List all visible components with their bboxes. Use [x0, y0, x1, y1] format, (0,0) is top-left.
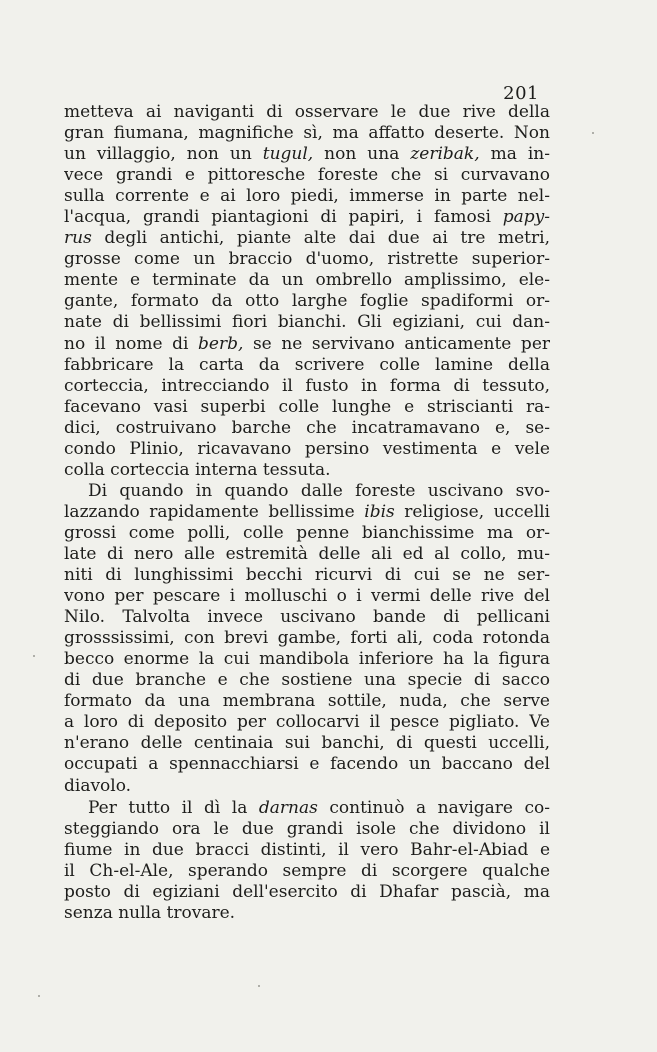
text-line [64, 776, 550, 797]
text-line [64, 397, 550, 418]
text-segment: religiose, uccelli [394, 501, 550, 522]
text-line [64, 733, 550, 754]
body-text [64, 102, 550, 924]
text-segment: se ne servivano anticamente per [243, 333, 550, 354]
text-line [64, 819, 550, 840]
text-line [64, 270, 550, 291]
text-segment: Di quando in quando dalle foreste uscivano svo- [88, 480, 550, 501]
text-line [64, 376, 550, 397]
text-segment: colla corteccia interna tessuta. [64, 459, 331, 480]
text-line [64, 712, 550, 733]
text-line [64, 691, 550, 712]
italic-term: papy- [502, 207, 550, 228]
paper-speck [592, 132, 594, 134]
text-segment: lazzando rapidamente bellissime [64, 501, 365, 522]
text-segment: gran fiumana, magnifiche sì, ma affatto deserte. Non [64, 123, 550, 144]
italic-term: berb, [198, 333, 244, 354]
text-segment: facevano vasi superbi colle lunghe e striscianti ra- [64, 396, 550, 417]
text-segment: corteccia, intrecciando il fusto in forma di tessuto, [64, 375, 550, 396]
text-line [64, 523, 550, 544]
text-segment: diavolo. [64, 775, 132, 796]
text-line [64, 334, 550, 355]
text-segment: n'erano delle centinaia sui banchi, di questi uccelli, [64, 733, 550, 754]
text-segment: non una [313, 144, 411, 165]
text-segment: formato da una membrana sottile, nuda, che serve [64, 691, 550, 712]
text-segment: fiume in due bracci distinti, il vero Bahr-el-Abiad e [64, 839, 550, 860]
text-segment: Nilo. Talvolta invece uscivano bande di pellicani [64, 607, 550, 628]
text-line [64, 207, 550, 228]
text-segment: gante, formato da otto larghe foglie spadiformi or- [64, 291, 550, 312]
text-segment: grossi come polli, colle penne bianchissime ma or- [64, 522, 550, 543]
text-line [64, 312, 550, 333]
text-segment: di due branche e che sostiene una specie di sacco [64, 670, 550, 691]
text-segment: dici, costruivano barche che incatramavano e, se- [64, 417, 550, 438]
text-line [64, 502, 550, 523]
text-line [64, 460, 550, 481]
text-line [64, 628, 550, 649]
italic-term: darnas [258, 797, 318, 818]
text-line [64, 903, 550, 924]
text-line [64, 565, 550, 586]
text-line [64, 144, 550, 165]
text-segment: niti di lunghissimi becchi ricurvi di cui se ne ser- [64, 565, 550, 586]
text-line [64, 165, 550, 186]
text-segment: late di nero alle estremità delle ali ed al collo, mu- [64, 543, 550, 564]
text-line [64, 649, 550, 670]
text-segment: vece grandi e pittoresche foreste che si curvavano [64, 165, 550, 186]
text-line [64, 586, 550, 607]
text-segment: occupati a spennacchiarsi e facendo un baccano del [64, 754, 550, 775]
text-line [64, 123, 550, 144]
paper-speck [33, 655, 35, 657]
text-line [64, 418, 550, 439]
text-segment: l'acqua, grandi piantagioni di papiri, i famosi [64, 207, 503, 228]
italic-term: zeribak, [410, 144, 480, 165]
text-line [64, 882, 550, 903]
text-segment: vono per pescare i molluschi o i vermi delle rive del [64, 586, 550, 607]
text-segment: sulla corrente e ai loro piedi, immerse in parte nel- [64, 186, 550, 207]
text-segment: steggiando ora le due grandi isole che dividono il [64, 818, 550, 839]
text-line [64, 544, 550, 565]
text-line [64, 840, 550, 861]
text-line [64, 102, 550, 123]
text-line [64, 228, 550, 249]
text-segment: condo Plinio, ricavavano persino vestimenta e vele [64, 438, 550, 459]
text-segment: grosse come un braccio d'uomo, ristrette superior- [64, 249, 550, 270]
text-segment: becco enorme la cui mandibola inferiore ha la figura [64, 649, 550, 670]
page-number: 201 [503, 83, 539, 104]
text-segment: posto di egiziani dell'esercito di Dhafar pascià, ma [64, 881, 550, 902]
paper-speck [258, 985, 260, 987]
text-segment: grosssissimi, con brevi gambe, forti ali, coda rotonda [64, 628, 550, 649]
text-line [64, 798, 550, 819]
text-line [64, 291, 550, 312]
text-line [64, 754, 550, 775]
text-segment: degli antichi, piante alte dai due ai tre metri, [91, 228, 550, 249]
italic-term: ibis [364, 501, 395, 522]
text-line [64, 481, 550, 502]
text-segment: un villaggio, non un [64, 144, 263, 165]
text-segment: il Ch-el-Ale, sperando sempre di scorgere qualche [64, 860, 550, 881]
paper-speck [38, 995, 40, 997]
text-segment: no il nome di [64, 333, 199, 354]
text-segment: continuò a navigare co- [317, 797, 550, 818]
text-segment: senza nulla trovare. [64, 902, 236, 923]
text-line [64, 249, 550, 270]
text-segment: metteva ai naviganti di osservare le due rive della [64, 102, 550, 122]
text-line [64, 861, 550, 882]
italic-term: rus [64, 228, 92, 249]
text-line [64, 607, 550, 628]
text-segment: Per tutto il dì la [88, 797, 259, 818]
text-segment: fabbricare la carta da scrivere colle lamine della [64, 354, 550, 375]
text-segment: nate di bellissimi fiori bianchi. Gli egiziani, cui dan- [64, 312, 550, 333]
text-segment: a loro di deposito per collocarvi il pesce pigliato. Ve [64, 712, 550, 733]
italic-term: tugul, [262, 144, 314, 165]
text-line [64, 670, 550, 691]
text-segment: mente e terminate da un ombrello amplissimo, ele- [64, 270, 550, 291]
text-line [64, 439, 550, 460]
text-line [64, 355, 550, 376]
text-segment: ma in- [479, 144, 550, 165]
text-line [64, 186, 550, 207]
